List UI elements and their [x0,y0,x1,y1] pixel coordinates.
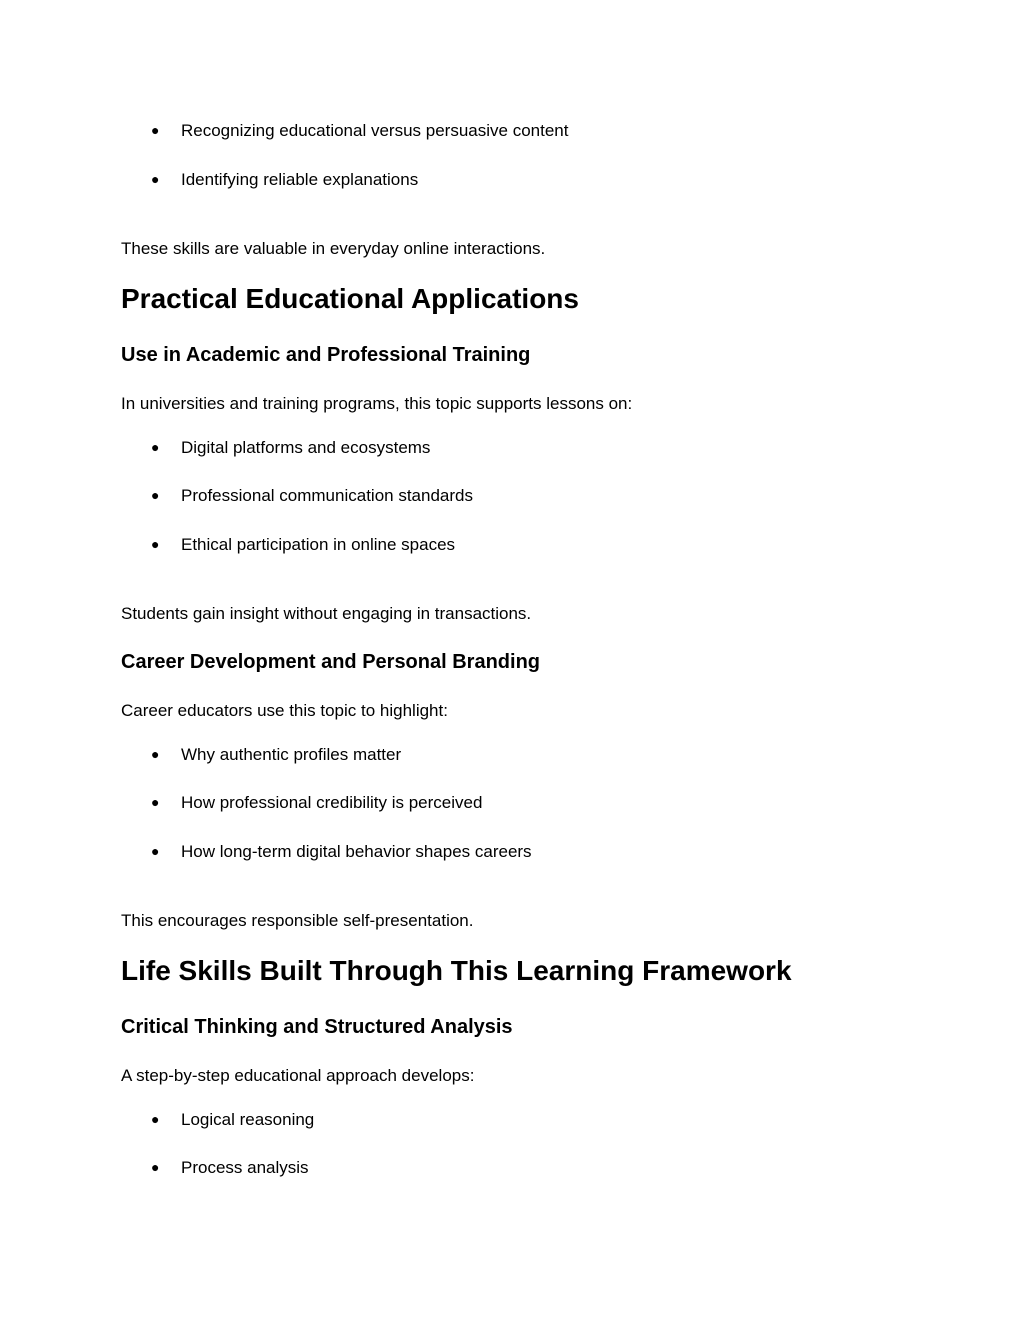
bullet-icon: ● [151,171,160,187]
list-item: Professional communication standards [181,486,473,505]
list-item: Recognizing educational versus persuasive content [181,121,569,140]
list-item: Identifying reliable explanations [181,170,419,189]
list-item: Why authentic profiles matter [181,745,402,764]
bullet-icon: ● [151,487,160,503]
subheading: Critical Thinking and Structured Analysis [121,1016,513,1038]
list-item: How professional credibility is perceived [181,793,483,812]
heading: Practical Educational Applications [121,283,579,314]
subheading: Career Development and Personal Branding [121,651,541,673]
bullet-icon: ● [151,536,160,552]
paragraph: Career educators use this topic to highlight: [121,701,448,720]
bullet-icon: ● [151,794,160,810]
bullet-icon: ● [151,1159,160,1175]
list-item: Logical reasoning [181,1110,315,1129]
paragraph: This encourages responsible self-presentation. [121,911,474,930]
list-item: Ethical participation in online spaces [181,535,456,554]
bullet-icon: ● [151,746,160,762]
paragraph: In universities and training programs, this topic supports lessons on: [121,394,633,413]
list-item: Digital platforms and ecosystems [181,438,431,457]
list-item: How long-term digital behavior shapes careers [181,842,532,861]
paragraph: These skills are valuable in everyday online interactions. [121,239,546,258]
bullet-icon: ● [151,439,160,455]
paragraph: Students gain insight without engaging in transactions. [121,604,532,623]
heading: Life Skills Built Through This Learning Framework [121,955,792,986]
bullet-icon: ● [151,122,160,138]
paragraph: A step-by-step educational approach develops: [121,1066,475,1085]
bullet-icon: ● [151,843,160,859]
bullet-icon: ● [151,1111,160,1127]
subheading: Use in Academic and Professional Training [121,344,531,366]
list-item: Process analysis [181,1158,309,1177]
